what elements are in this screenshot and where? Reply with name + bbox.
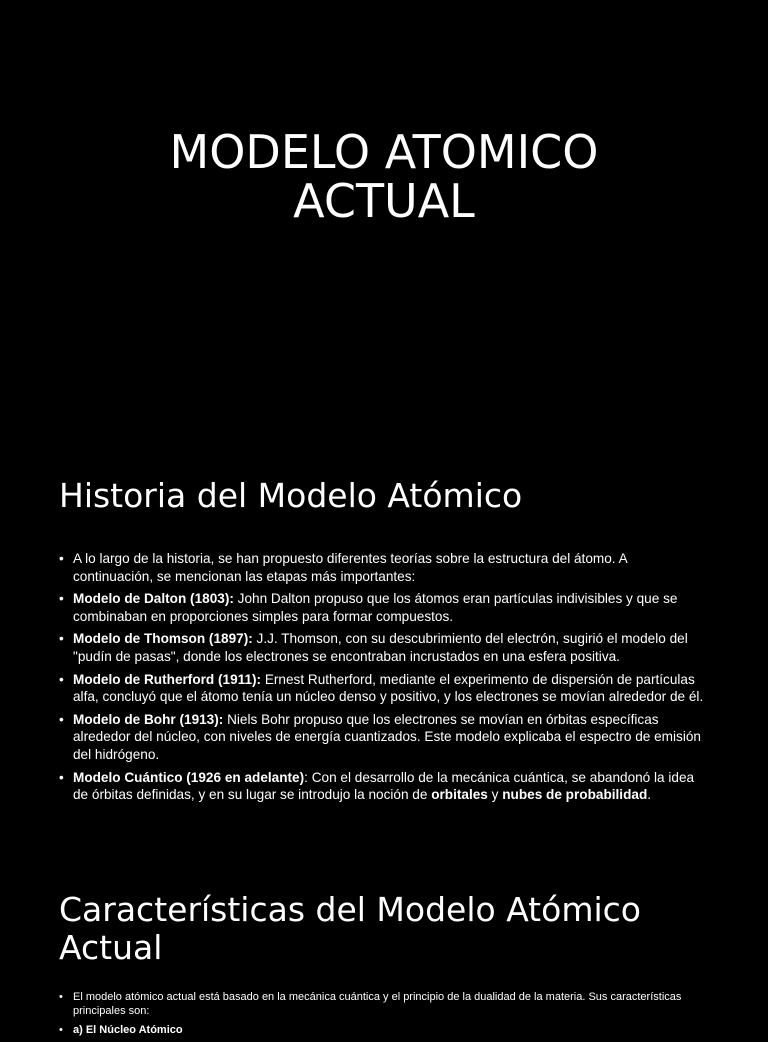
- thomson-label: Modelo de Thomson (1897):: [73, 631, 253, 647]
- cuantico-text-3: .: [647, 787, 652, 803]
- bullet-rutherford: [59, 671, 709, 706]
- cuantico-bold-orbitales: orbitales: [431, 787, 488, 803]
- bullet-intro: [59, 550, 709, 585]
- bullet-item-a: [59, 1023, 709, 1037]
- bullet-thomson: [59, 630, 709, 665]
- rutherford-text: Ernest Rutherford, mediante el experimento de dispersión de partículas alfa, concluyó que el átomo tenía un núcleo denso y positivo, y los electrones se movían alrededor de él.: [73, 671, 704, 705]
- section-historia: [59, 477, 709, 809]
- slide-title-line-2: ACTUAL: [293, 174, 475, 228]
- bullet-intro-text: A lo largo de la historia, se han propuesto diferentes teorías sobre la estructura del átomo. A continuación, se mencionan las etapas más importantes:: [73, 551, 627, 584]
- caracteristicas-heading-line-2: Actual: [59, 928, 163, 967]
- cuantico-label: Modelo Cuántico (1926 en adelante): [73, 769, 305, 785]
- cuantico-text-2: y: [487, 787, 503, 803]
- slide-title-line-1: MODELO ATOMICO: [169, 125, 599, 179]
- caracteristicas-intro-text: El modelo atómico actual está basado en la mecánica cuántica y el principio de la dualidad de la materia. Sus características principales son:: [73, 991, 682, 1017]
- slide-title: [0, 125, 768, 228]
- historia-bullet-list: [59, 550, 709, 804]
- dalton-text: John Dalton propuso que los átomos eran partículas indivisibles y que se combinaban en proporciones simples para formar compuestos.: [73, 591, 678, 624]
- section-heading-caracteristicas: [59, 891, 709, 967]
- caracteristicas-bullet-list: [59, 990, 709, 1037]
- rutherford-label: Modelo de Rutherford (1911):: [73, 671, 262, 687]
- cuantico-text-1: : Con el desarrollo de la mecánica cuántica, se abandonó la idea de órbitas definidas, y en su lugar se introdujo la noción de: [73, 769, 695, 803]
- bullet-caracteristicas-intro: [59, 990, 709, 1018]
- bullet-bohr: [59, 711, 709, 764]
- section-caracteristicas: [59, 891, 709, 1042]
- thomson-text: J.J. Thomson, con su descubrimiento del electrón, sugirió el modelo del "pudín de pasas", donde los electrones se encontraban incrustados en una esfera positiva.: [73, 631, 688, 664]
- bullet-dalton: [59, 590, 709, 625]
- dalton-label: Modelo de Dalton (1803):: [73, 591, 234, 607]
- item-a-label: a) El Núcleo Atómico: [73, 1024, 183, 1036]
- bohr-label: Modelo de Bohr (1913):: [73, 711, 224, 727]
- caracteristicas-heading-line-1: Características del Modelo Atómico: [59, 890, 641, 929]
- bullet-cuantico: [59, 769, 709, 804]
- bohr-text: Niels Bohr propuso que los electrones se movían en órbitas específicas alrededor del núcleo, con niveles de energía cuantizados. Este modelo explicaba el espectro de emisión del hidrógeno.: [73, 711, 701, 762]
- section-heading-historia: Historia del Modelo Atómico: [59, 476, 523, 515]
- cuantico-bold-nubes: nubes de probabilidad: [502, 787, 648, 803]
